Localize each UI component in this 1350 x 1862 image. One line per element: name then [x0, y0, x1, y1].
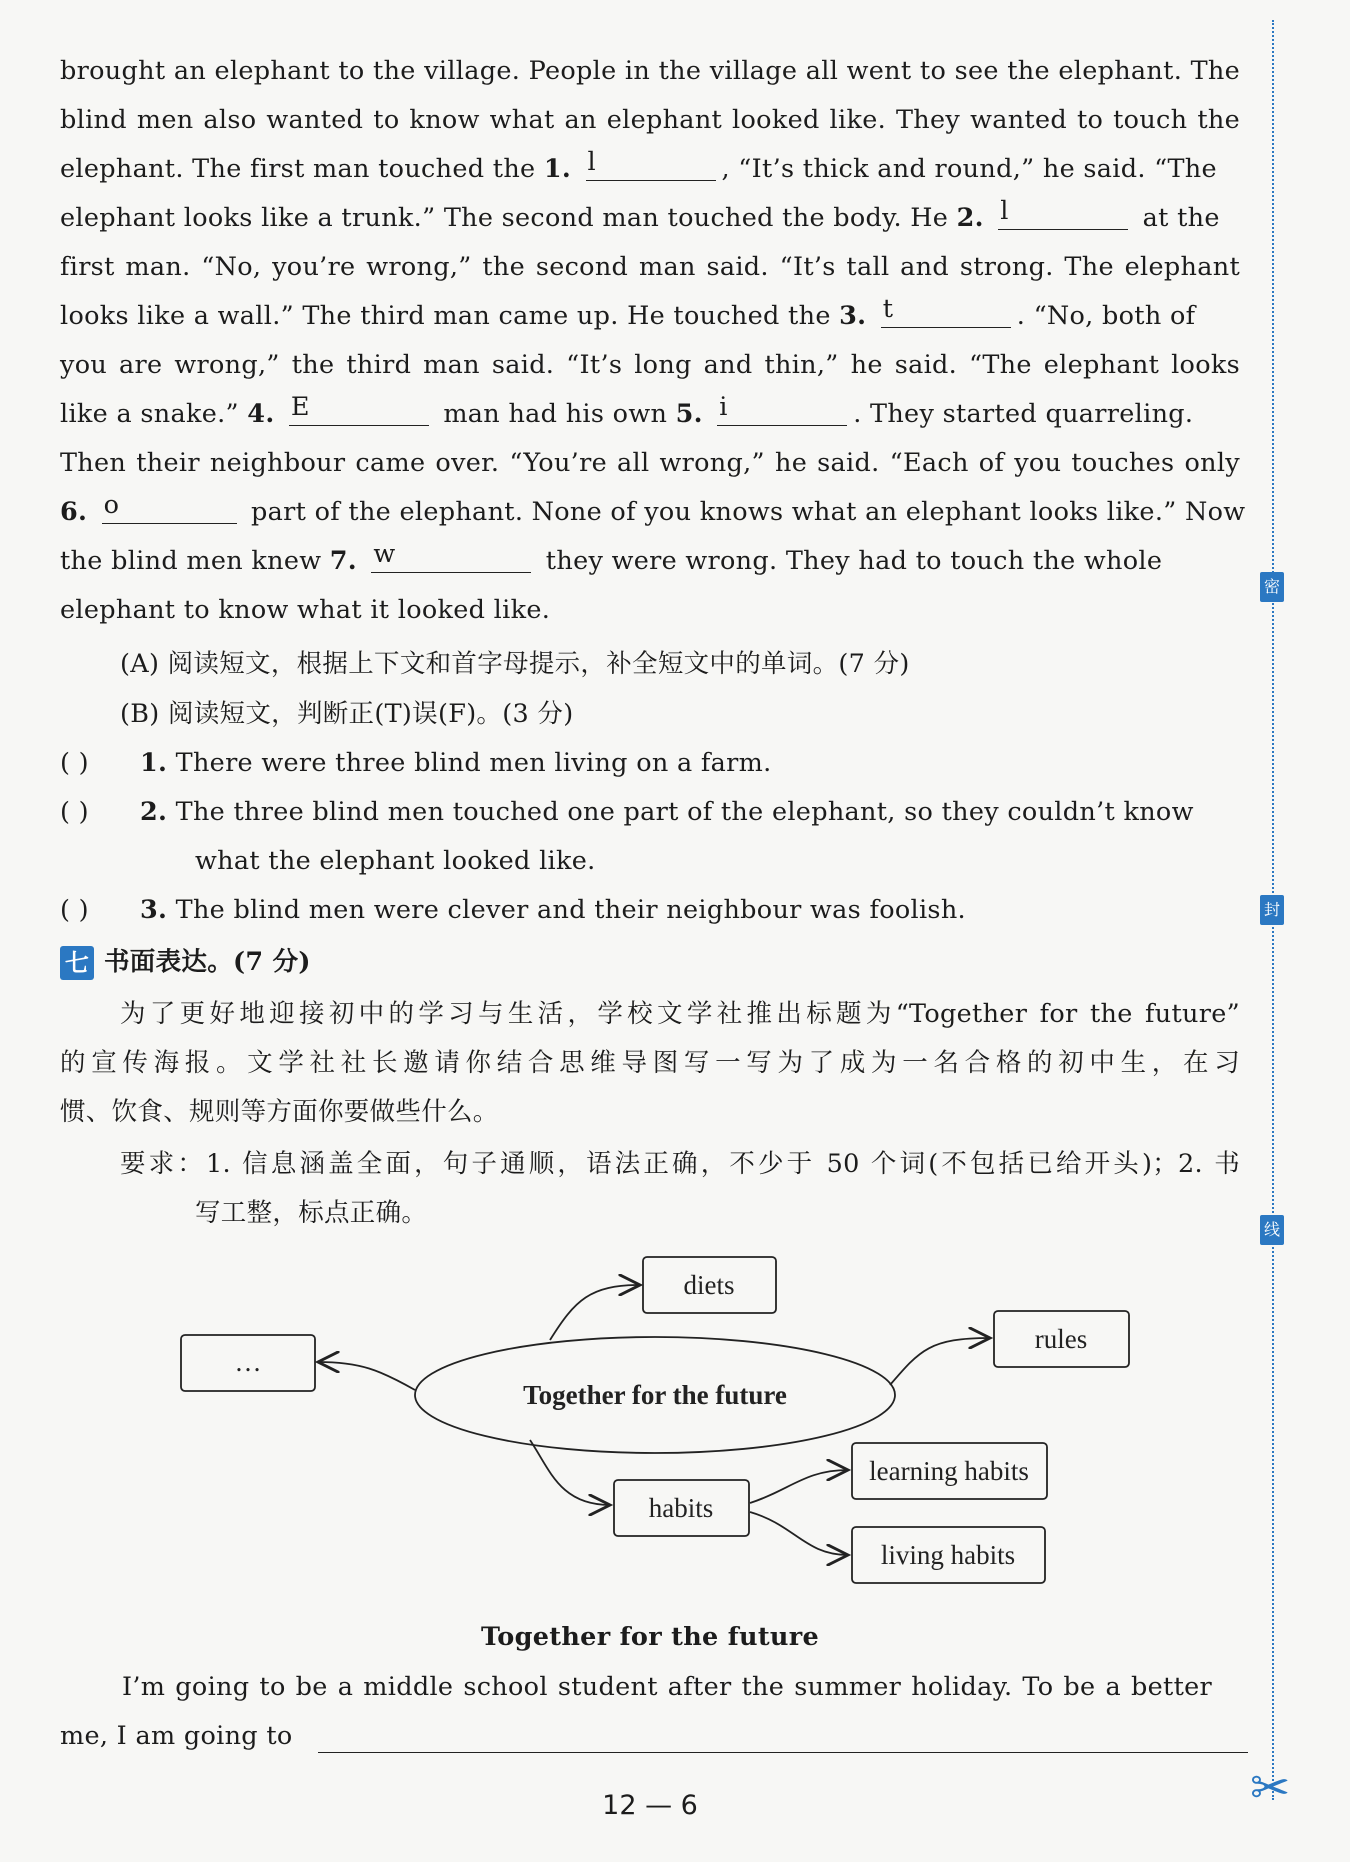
ellipsis-label: … [234, 1347, 262, 1377]
passage-text: blind men also wanted to know what an elephant looked like. They wanted to touch the [60, 105, 1240, 135]
arrow-rules [890, 1338, 990, 1385]
arrow-diets [550, 1285, 640, 1340]
passage-text: elephant. The first man touched the [60, 154, 544, 184]
rules-label: rules [1034, 1324, 1088, 1354]
blank-number: 2. [956, 203, 984, 233]
instruction-text: (B) 阅读短文，判断正(T)误(F)。(3 分) [120, 699, 574, 729]
answer-bracket[interactable]: ( ) [60, 748, 89, 778]
question-text: The blind men were clever and their neighbour was foolish. [175, 895, 966, 925]
rail-tag-xian: 线 [1260, 1215, 1284, 1245]
blank-number: 7. [329, 546, 357, 576]
passage-text: . “No, both of [1016, 301, 1196, 331]
instruction-text: (A) 阅读短文，根据上下文和首字母提示，补全短文中的单词。(7 分) [120, 649, 910, 679]
question-text: There were three blind men living on a farm. [175, 748, 772, 778]
question-number: 1. [140, 748, 168, 778]
blank-number: 3. [839, 301, 867, 331]
page-number-text: 12 — 6 [602, 1790, 698, 1821]
page-number [0, 1790, 1300, 1821]
answer-bracket[interactable]: ( ) [60, 895, 89, 925]
passage-text: brought an elephant to the village. People in the village all went to see the elephant. The [60, 56, 1240, 86]
answer-bracket[interactable]: ( ) [60, 797, 89, 827]
initial-letter-hint: o [103, 490, 120, 520]
passage-text: man had his own [434, 399, 676, 429]
question-number: 2. [140, 797, 168, 827]
question-text: what the elephant looked like. [195, 846, 596, 876]
arrow-living [750, 1512, 848, 1555]
prompt-text: 的宣传海报。文学社社长邀请你结合思维导图写一写为了成为一名合格的初中生，在习 [60, 1048, 1240, 1078]
section-title: 书面表达。(7 分) [104, 947, 311, 977]
rail-tag-mi: 密 [1260, 572, 1284, 602]
passage-text: they were wrong. They had to touch the whole [537, 546, 1163, 576]
passage-text: Then their neighbour came over. “You’re all wrong,” he said. “Each of you touches only [60, 448, 1240, 478]
arrow-ellipsis [318, 1362, 415, 1390]
essay-text: me, I am going to [60, 1721, 293, 1751]
initial-letter-hint: E [290, 392, 310, 422]
passage-text: elephant to know what it looked like. [60, 595, 551, 625]
blank-number: 4. [247, 399, 275, 429]
passage-text: you are wrong,” the third man said. “It’s long and thin,” he said. “The elephant looks [60, 350, 1240, 380]
living-habits-label: living habits [880, 1540, 1016, 1570]
blank-number: 6. [60, 497, 88, 527]
essay-title [60, 1613, 1240, 1662]
initial-letter-hint: i [719, 392, 728, 422]
requirement-text: 要求：1. 信息涵盖全面，句子通顺，语法正确，不少于 50 个词(不包括已给开头)；2. 书 [120, 1149, 1240, 1179]
scissors-icon: ✂ [1250, 1760, 1291, 1816]
initial-letter-hint: l [1000, 196, 1009, 226]
question-number: 3. [140, 895, 168, 925]
initial-letter-hint: l [587, 147, 596, 177]
rail-tag-feng: 封 [1260, 895, 1284, 925]
blank-number: 5. [675, 399, 703, 429]
prompt-text: 为了更好地迎接初中的学习与生活，学校文学社推出标题为“Together for the future” [120, 999, 1240, 1029]
initial-letter-hint: w [373, 539, 396, 569]
essay-line [122, 1663, 1212, 1712]
habits-label: habits [648, 1493, 714, 1523]
writing-line[interactable] [318, 1752, 1248, 1753]
passage-text: the blind men knew [60, 546, 330, 576]
passage-text: part of the elephant. None of you knows what an elephant looks like.” Now [242, 497, 1246, 527]
passage-text: looks like a wall.” The third man came up. He touched the [60, 301, 840, 331]
learning-habits-label: learning habits [869, 1456, 1029, 1486]
center-label: Together for the future [523, 1380, 787, 1410]
passage-text: at the [1134, 203, 1220, 233]
prompt-text: 惯、饮食、规则等方面你要做些什么。 [60, 1097, 499, 1127]
passage-text: elephant looks like a trunk.” The second man touched the body. He [60, 203, 957, 233]
essay-line [60, 1712, 1240, 1761]
blank-number: 1. [543, 154, 572, 184]
essay-text: I’m going to be a middle school student after the summer holiday. To be a better [122, 1672, 1212, 1702]
question-text: The three blind men touched one part of the elephant, so they couldn’t know [175, 797, 1194, 827]
requirement-text: 写工整，标点正确。 [195, 1198, 428, 1228]
passage-text: . They started quarreling. [853, 399, 1194, 429]
diets-label: diets [683, 1270, 735, 1300]
essay-title-text: Together for the future [480, 1622, 820, 1652]
passage-text: like a snake.” [60, 399, 248, 429]
passage-text: , “It’s thick and round,” he said. “The [721, 154, 1217, 184]
initial-letter-hint: t [882, 294, 894, 324]
passage-text: first man. “No, you’re wrong,” the second man said. “It’s tall and strong. The elephant [60, 252, 1240, 282]
arrow-learning [750, 1470, 848, 1503]
section-badge: 七 [60, 946, 94, 980]
